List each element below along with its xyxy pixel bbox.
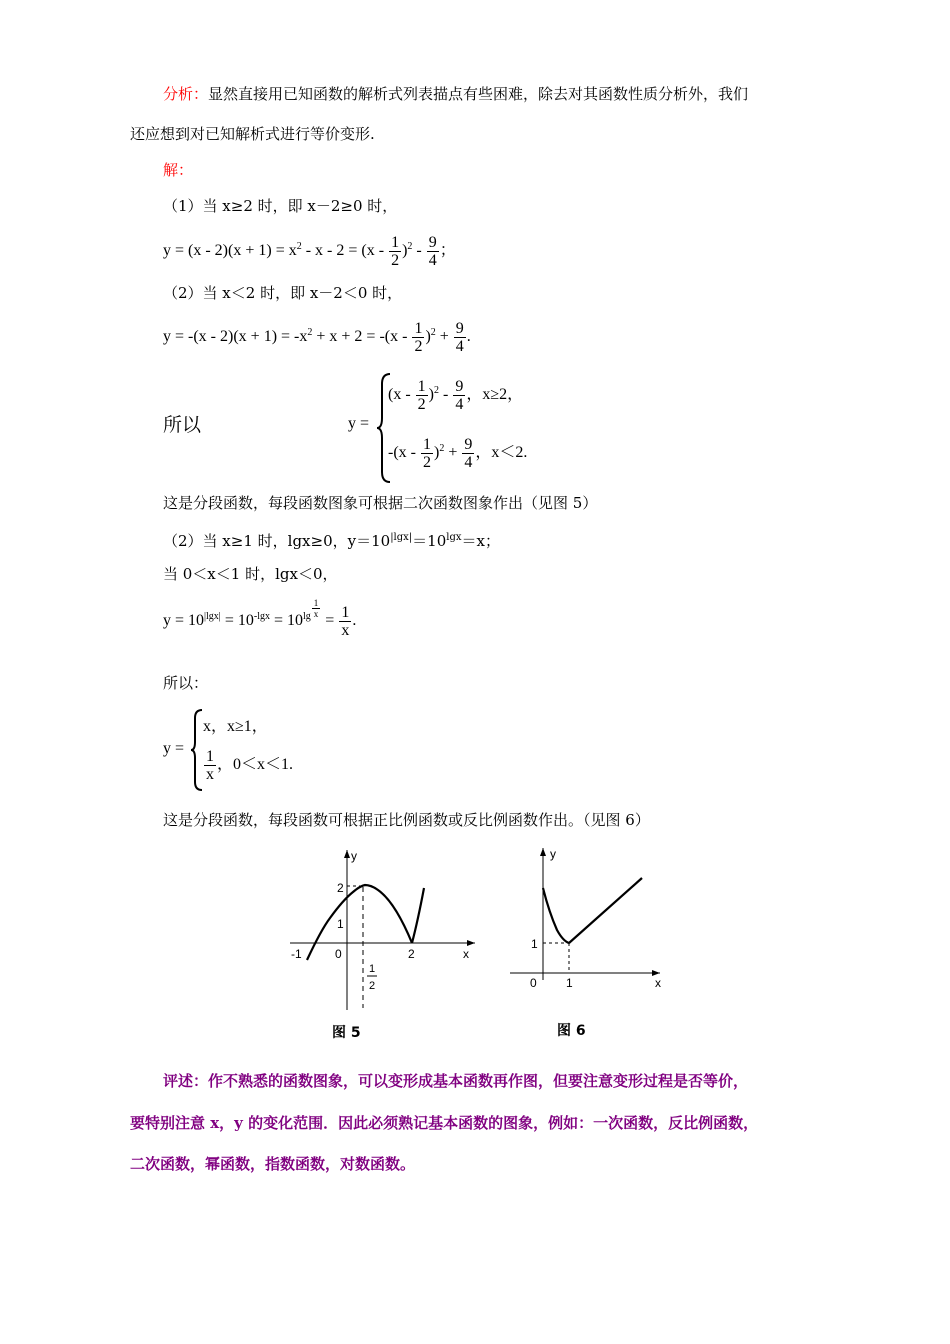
equation-3: $y = 10^{|lgx|} = 10^{-lgx} = 10^{lg \frac{1}{x}}$ = $\frac{1}{x}$ . xyxy=(163,597,357,639)
eq2-plus: + xyxy=(435,328,453,346)
conclusion-2: 这是分段函数，每段函数可根据正比例函数或反比例函数作出。（见图 6） xyxy=(163,811,650,829)
fig6-linear-segment xyxy=(569,878,642,943)
fig5-parabola-left xyxy=(307,885,412,960)
fig5-x-label: x xyxy=(463,947,469,961)
eq1-end: ； xyxy=(439,242,456,260)
equation-1 xyxy=(163,234,456,269)
fraction-one-over-x: $\frac{1}{x}$ xyxy=(206,748,214,783)
figure-5-caption: 图 5 xyxy=(332,1025,361,1041)
figure-6-graph xyxy=(505,840,670,990)
piecewise-1-y: y = xyxy=(348,415,370,432)
piecewise-1-row-1: (x - $\frac{1}{2}$ )$^2$ - $\frac{9}{4}$ ，x≥2， xyxy=(388,378,524,413)
fraction-one-over-x: $\frac{1}{x}$ xyxy=(341,604,350,639)
fig5-label-x2: 2 xyxy=(408,947,415,961)
fig5-label-0: 0 xyxy=(335,947,342,961)
eq1-sq: 2 xyxy=(296,240,302,252)
fraction-nine-quarters: $\frac{9}{4}$ xyxy=(455,378,464,413)
fig6-x-label: x xyxy=(655,976,661,990)
eq1-minus: - xyxy=(412,242,426,260)
eq2-end: . xyxy=(466,328,471,346)
eq1-sq2: 2 xyxy=(407,240,413,252)
fraction-one-half: $\frac{1}{2}$ xyxy=(417,378,426,413)
fraction-one-over-x-small: $\frac{1}{x}$ xyxy=(313,597,319,619)
analysis-line-2: 还应想到对已知解析式进行等价变形. xyxy=(130,125,375,143)
figure-5-graph xyxy=(285,840,485,1015)
eq2-left: y = -(x - 2)(x + 1) = -x xyxy=(163,328,308,346)
fig6-label-0: 0 xyxy=(530,976,537,990)
eq1-mid: - x - 2 = (x - xyxy=(301,242,389,260)
figure-6-caption: 图 6 xyxy=(557,1023,586,1039)
fig5-half-den: 2 xyxy=(369,980,376,992)
fig6-y-label: y xyxy=(550,847,556,861)
fraction-one-half: $\frac{1}{2}$ xyxy=(414,320,423,355)
fig6-reciprocal-curve xyxy=(543,888,569,943)
fig5-label-neg1: -1 xyxy=(291,947,302,961)
eq2-sq2: 2 xyxy=(430,326,436,338)
fig6-label-1: 1 xyxy=(531,937,538,951)
fraction-nine-quarters: $\frac{9}{4}$ xyxy=(464,436,473,471)
comment-line-1: 评述：作不熟悉的函数图象，可以变形成基本函数再作图，但要注意变形过程是否等价， xyxy=(163,1072,749,1090)
fig5-y-arrow-icon xyxy=(344,850,350,858)
eq2-paren: ) xyxy=(425,328,431,346)
fig5-label-1: 1 xyxy=(337,917,344,931)
eq1-left: y = (x - 2)(x + 1) = x xyxy=(163,242,297,260)
fig5-y-label: y xyxy=(351,849,357,863)
solution-label: 解： xyxy=(163,161,194,179)
eq2-sq: 2 xyxy=(307,326,313,338)
eq1-paren: ) xyxy=(402,242,408,260)
fig6-label-x1: 1 xyxy=(566,976,573,990)
equation-2 xyxy=(163,320,471,355)
analysis-line-1 xyxy=(163,84,748,104)
piecewise-2-row-1: x，x≥1， xyxy=(203,718,268,735)
analysis-label: 分析： xyxy=(163,85,209,103)
fraction-nine-quarters: $\frac{9}{4}$ xyxy=(428,234,437,269)
part2-case-1: （2）当 x≥1 时，lgx≥0，$y=10^{|lgx|}=10^{lgx}=x$； xyxy=(163,532,500,550)
suoyi-label-2: 所以： xyxy=(163,674,209,692)
piecewise-1-row-2: -(x - $\frac{1}{2}$ )$^2$ + $\frac{9}{4}$ ，x＜2. xyxy=(388,436,528,471)
fraction-one-half: $\frac{1}{2}$ xyxy=(422,436,431,471)
fraction-one-half: $\frac{1}{2}$ xyxy=(391,234,400,269)
comment-line-2: 要特别注意 x，y 的变化范围．因此必须熟记基本函数的图象，例如：一次函数，反比例函数， xyxy=(130,1114,759,1132)
fig5-parabola-right xyxy=(412,888,424,943)
piecewise-2-y: y = xyxy=(163,740,185,757)
fig6-y-arrow-icon xyxy=(540,848,546,856)
piecewise-2-row-2: $\frac{1}{x}$ ，0＜x＜1. xyxy=(206,748,294,783)
comment-line-3: 二次函数，幂函数，指数函数，对数函数。 xyxy=(130,1155,416,1173)
part2-case-2: 当 0＜x＜1 时，lgx＜0， xyxy=(163,565,338,583)
fig5-x-arrow-icon xyxy=(467,940,475,946)
suoyi-label-1: 所以 xyxy=(163,414,202,436)
fig5-label-2: 2 xyxy=(337,881,344,895)
fig5-half-num: 1 xyxy=(369,963,376,975)
fraction-nine-quarters: $\frac{9}{4}$ xyxy=(455,320,464,355)
eq2-mid: + x + 2 = -(x - xyxy=(312,328,412,346)
analysis-text-1: 显然直接用已知函数的解析式列表描点有些困难，除去对其函数性质分析外，我们 xyxy=(208,85,749,103)
conclusion-1: 这是分段函数，每段函数图象可根据二次函数图象作出（见图 5） xyxy=(163,494,598,512)
piecewise-2-brace xyxy=(190,708,204,792)
case-1-text: （1）当 x≥2 时，即 x－2≥0 时， xyxy=(163,197,398,215)
case-2-text: （2）当 x＜2 时，即 x－2＜0 时， xyxy=(163,284,403,302)
